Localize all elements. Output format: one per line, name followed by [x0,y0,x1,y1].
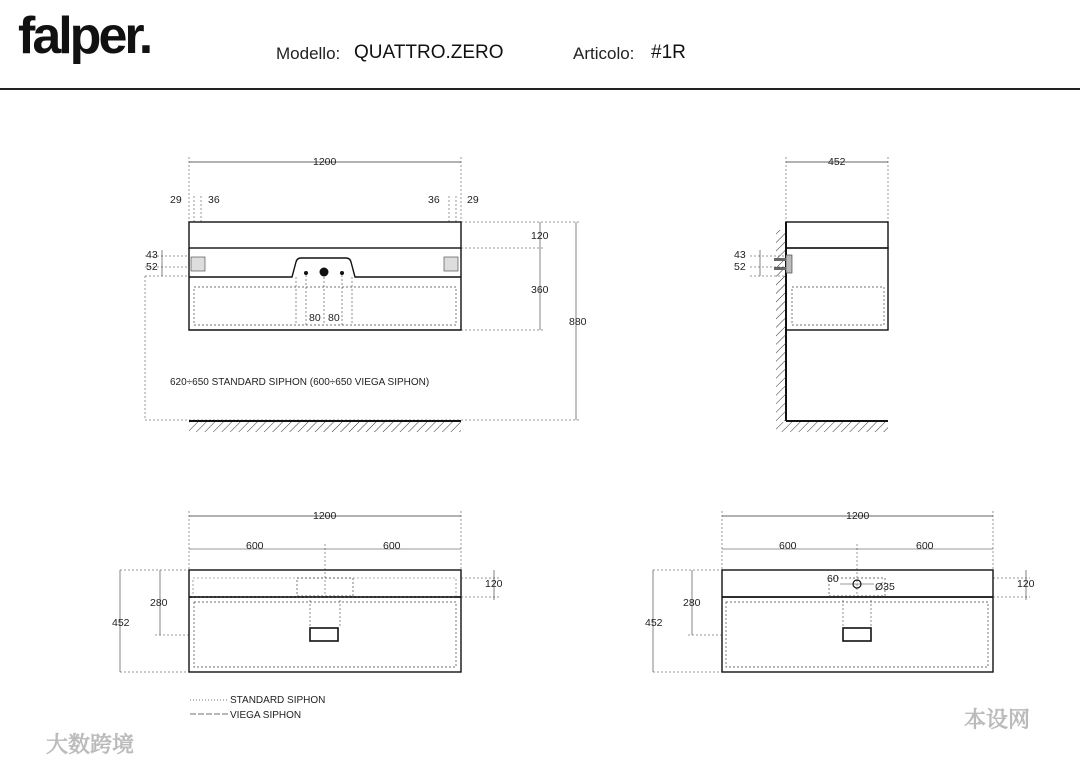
plan-right-half-left: 600 [779,540,797,552]
front-total-height: 880 [569,316,587,328]
model-label: Modello: [276,44,341,63]
watermark-right: 本设网 [964,708,1031,733]
plan-view-right [645,510,1035,672]
plan-right-total-depth: 452 [645,617,663,629]
watermark-left: 大数跨境 [46,733,135,758]
plan-left-top-depth: 120 [485,578,503,590]
plan-right-width: 1200 [846,510,870,522]
legend [190,695,325,721]
siphon-spacing-left: 80 [309,312,321,324]
plan-left-half-right: 600 [383,540,401,552]
plan-right-top-depth: 120 [1017,578,1035,590]
front-top-height: 120 [531,230,549,242]
front-width-label: 1200 [313,156,337,168]
side-mark-43: 43 [734,249,746,261]
front-mark-43: 43 [146,249,158,261]
siphon-spacing-right: 80 [328,312,340,324]
article-label: Articolo: [573,44,635,63]
siphon-note: 620÷650 STANDARD SIPHON (600÷650 VIEGA SIPHON) [170,377,430,388]
brand-logo: falper. [18,7,151,65]
plan-right-siphon-depth: 280 [683,597,701,609]
plan-left-width: 1200 [313,510,337,522]
plan-right-hole-offset: 60 [827,573,839,585]
front-mark-52: 52 [146,261,158,273]
legend-standard: STANDARD SIPHON [230,695,326,706]
model-value: QUATTRO.ZERO [354,42,504,63]
legend-viega: VIEGA SIPHON [230,710,302,721]
plan-view-left [112,510,503,672]
front-right-offset-2: 29 [467,194,479,206]
front-right-offset-1: 36 [428,194,440,206]
plan-right-half-right: 600 [916,540,934,552]
plan-left-half-left: 600 [246,540,264,552]
side-mark-52: 52 [734,261,746,273]
side-view [734,156,888,432]
plan-left-total-depth: 452 [112,617,130,629]
front-drawer-height: 360 [531,284,549,296]
side-depth-label: 452 [828,156,846,168]
front-left-offset-2: 36 [208,194,220,206]
front-left-offset-1: 29 [170,194,182,206]
plan-right-hole-diameter: Ø35 [875,581,895,593]
article-value: #1R [651,42,686,63]
front-view [145,156,587,432]
plan-left-siphon-depth: 280 [150,597,168,609]
